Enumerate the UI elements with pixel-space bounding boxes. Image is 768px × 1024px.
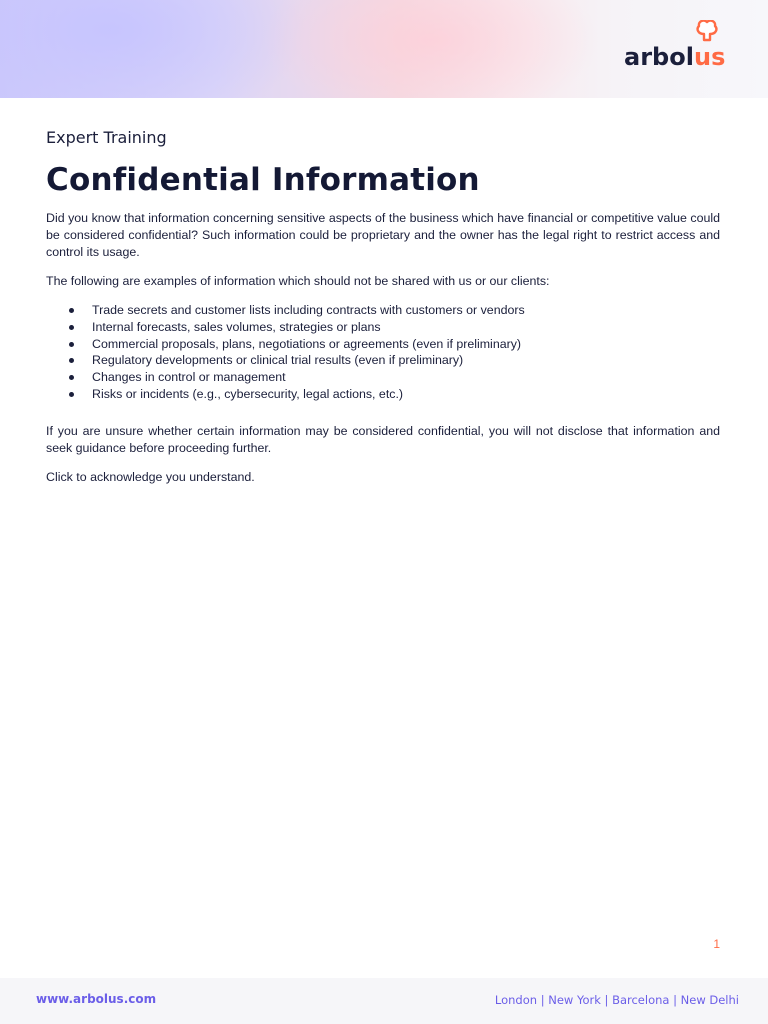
examples-lead-paragraph: The following are examples of information which should not be shared with us or our clients:: [46, 274, 550, 288]
list-item: [46, 336, 720, 353]
acknowledge-prompt[interactable]: Click to acknowledge you understand.: [46, 469, 255, 484]
guidance-paragraph: If you are unsure whether certain information may be considered confidential, you will not disclose that information and seek guidance before proceeding further.: [46, 423, 720, 455]
list-item: [46, 319, 720, 336]
page-footer: [0, 978, 768, 1024]
list-item-text: Regulatory developments or clinical trial results (even if preliminary): [92, 353, 464, 368]
bullet-icon: [69, 358, 74, 363]
website-link[interactable]: www.arbolus.com: [36, 992, 157, 1006]
page-title: Confidential Information: [46, 162, 480, 198]
logo-wordmark-primary: arbol: [624, 43, 694, 71]
list-item-text: Changes in control or management: [92, 370, 286, 385]
list-item: [46, 352, 720, 369]
list-item: [46, 302, 720, 319]
bullet-icon: [69, 392, 74, 397]
examples-list: [46, 302, 720, 403]
section-eyebrow: Expert Training: [46, 128, 167, 147]
list-item: [46, 369, 720, 386]
header-banner: [0, 0, 768, 98]
list-item-text: Trade secrets and customer lists including contracts with customers or vendors: [92, 303, 525, 317]
tree-icon: [698, 21, 717, 40]
bullet-icon: [69, 325, 74, 330]
bullet-icon: [69, 308, 74, 313]
office-locations: London | New York | Barcelona | New Delhi: [494, 993, 739, 1007]
bullet-icon: [69, 375, 74, 380]
intro-paragraph: Did you know that information concerning sensitive aspects of the business which have financial or competitive value could be considered confidential? Such information could be proprietary and the owner has the legal right to restrict access and control its usage.: [46, 211, 720, 259]
arbolus-logo: [624, 20, 734, 72]
list-item-text: Risks or incidents (e.g., cybersecurity, legal actions, etc.): [92, 386, 404, 401]
list-item: [46, 386, 720, 403]
main-content: [46, 126, 720, 498]
brand-logo: [624, 20, 734, 72]
bullet-icon: [69, 342, 74, 347]
list-item-text: Internal forecasts, sales volumes, strategies or plans: [92, 319, 381, 334]
logo-wordmark-accent: us: [694, 43, 726, 71]
page-number: 1: [713, 937, 720, 951]
list-item-text: Commercial proposals, plans, negotiations or agreements (even if preliminary): [92, 336, 522, 351]
